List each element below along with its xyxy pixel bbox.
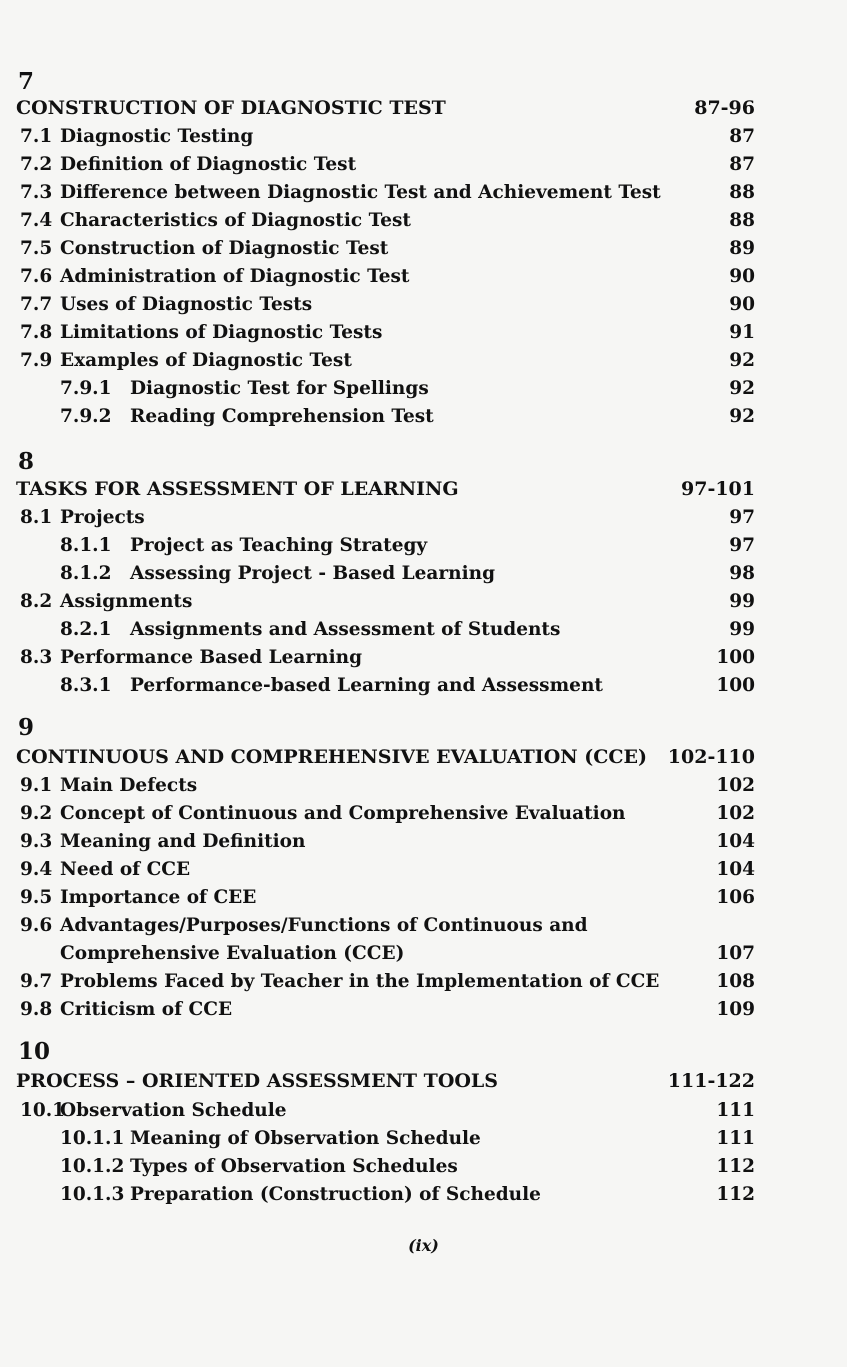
toc-entry	[20, 800, 755, 828]
toc-entry	[20, 504, 755, 532]
entry-number: 10.1.2	[60, 1156, 125, 1177]
entry-title: Projects	[60, 507, 145, 528]
toc-entry	[20, 644, 755, 672]
entry-number: 8.3.1	[60, 675, 112, 696]
entry-page: 88	[729, 210, 755, 231]
entry-title: Need of CCE	[60, 859, 191, 880]
chapter-number: 8	[18, 448, 35, 475]
entry-page: 97	[729, 535, 755, 556]
entry-number: 7.1	[20, 126, 53, 147]
entry-number: 7.2	[20, 154, 53, 175]
entry-page: 104	[716, 831, 755, 852]
entry-title: Meaning of Observation Schedule	[130, 1128, 481, 1149]
toc-subentry	[20, 616, 755, 644]
chapter-page-range: 111-122	[667, 1070, 755, 1092]
entry-number: 8.1	[20, 507, 53, 528]
entry-title: Administration of Diagnostic Test	[60, 266, 410, 287]
entry-title: Types of Observation Schedules	[130, 1156, 458, 1177]
entry-page: 107	[716, 943, 755, 964]
toc-entry	[20, 968, 755, 996]
entry-title: Performance Based Learning	[60, 647, 363, 668]
chapter-page-range: 102-110	[667, 746, 755, 768]
entry-page: 99	[729, 619, 755, 640]
toc-entry	[20, 912, 755, 940]
toc-entry	[20, 235, 755, 263]
entry-title: Preparation (Construction) of Schedule	[130, 1184, 541, 1205]
entry-number: 10.1.3	[60, 1184, 125, 1205]
entry-page: 100	[716, 647, 755, 668]
chapter-title-text: TASKS FOR ASSESSMENT OF LEARNING	[16, 478, 459, 500]
entry-number: 8.2.1	[60, 619, 112, 640]
entry-page: 102	[716, 775, 755, 796]
entry-title: Definition of Diagnostic Test	[60, 154, 357, 175]
chapter-number: 7	[18, 68, 35, 95]
entry-page: 89	[729, 238, 755, 259]
entry-title: Problems Faced by Teacher in the Implementation of CCE	[60, 971, 660, 992]
entry-title: Project as Teaching Strategy	[130, 535, 428, 556]
entry-title: Examples of Diagnostic Test	[60, 350, 352, 371]
entry-page: 98	[729, 563, 755, 584]
toc-entry	[20, 772, 755, 800]
entry-page: 97	[729, 507, 755, 528]
entry-page: 111	[716, 1100, 755, 1121]
chapter-title-text: CONTINUOUS AND COMPREHENSIVE EVALUATION (CCE)	[16, 746, 647, 768]
entry-number: 7.5	[20, 238, 53, 259]
entry-page: 112	[716, 1156, 755, 1177]
entry-number: 8.1.1	[60, 535, 112, 556]
toc-subentry	[20, 375, 755, 403]
entry-number: 9.1	[20, 775, 53, 796]
entry-page: 99	[729, 591, 755, 612]
toc-entry	[20, 291, 755, 319]
entry-number: 7.3	[20, 182, 53, 203]
toc-entry-continuation	[20, 940, 755, 968]
toc-subentry	[20, 672, 755, 700]
entry-number: 7.9	[20, 350, 53, 371]
entry-number: 7.7	[20, 294, 53, 315]
entry-title: Difference between Diagnostic Test and Achievement Test	[60, 182, 661, 203]
toc-entry	[20, 151, 755, 179]
toc-subentry	[20, 560, 755, 588]
entry-title: Assignments	[60, 591, 193, 612]
entry-title: Comprehensive Evaluation (CCE)	[60, 943, 405, 964]
entry-page: 102	[716, 803, 755, 824]
toc-entry	[20, 179, 755, 207]
entry-page: 88	[729, 182, 755, 203]
entry-page: 100	[716, 675, 755, 696]
entry-title: Criticism of CCE	[60, 999, 233, 1020]
entry-title: Assessing Project - Based Learning	[130, 563, 496, 584]
entry-page: 104	[716, 859, 755, 880]
entry-title: Observation Schedule	[60, 1100, 287, 1121]
entry-title: Characteristics of Diagnostic Test	[60, 210, 411, 231]
toc-entry	[20, 347, 755, 375]
entry-number: 7.9.2	[60, 406, 112, 427]
entry-number: 10.1	[20, 1100, 66, 1121]
toc-entry	[20, 856, 755, 884]
entry-number: 10.1.1	[60, 1128, 125, 1149]
entry-title: Meaning and Definition	[60, 831, 306, 852]
entry-number: 7.9.1	[60, 378, 112, 399]
chapter-title	[16, 474, 755, 504]
page-number-footer: (ix)	[408, 1236, 439, 1255]
entry-title: Concept of Continuous and Comprehensive Evaluation	[60, 803, 626, 824]
toc-entry	[20, 1097, 755, 1125]
entry-page: 111	[716, 1128, 755, 1149]
entry-page: 92	[729, 378, 755, 399]
entry-title: Diagnostic Test for Spellings	[130, 378, 429, 399]
entry-number: 9.8	[20, 999, 53, 1020]
toc-subentry	[20, 1153, 755, 1181]
toc-entry	[20, 996, 755, 1024]
toc-entry	[20, 588, 755, 616]
toc-entry	[20, 828, 755, 856]
entry-page: 106	[716, 887, 755, 908]
toc-entry	[20, 263, 755, 291]
entry-number: 9.2	[20, 803, 53, 824]
entry-page: 90	[729, 294, 755, 315]
entry-title: Assignments and Assessment of Students	[130, 619, 561, 640]
entry-page: 109	[716, 999, 755, 1020]
entry-page: 91	[729, 322, 755, 343]
entry-number: 7.6	[20, 266, 53, 287]
entry-number: 8.2	[20, 591, 53, 612]
chapter-number: 9	[18, 714, 35, 741]
entry-title: Uses of Diagnostic Tests	[60, 294, 313, 315]
chapter-title-text: CONSTRUCTION OF DIAGNOSTIC TEST	[16, 97, 446, 119]
entry-page: 92	[729, 350, 755, 371]
entry-title: Importance of CEE	[60, 887, 257, 908]
entry-number: 8.3	[20, 647, 53, 668]
chapter-number: 10	[18, 1038, 51, 1065]
chapter-title	[16, 93, 755, 123]
entry-title: Advantages/Purposes/Functions of Continuous and	[60, 915, 588, 936]
toc-entry	[20, 319, 755, 347]
entry-page: 108	[716, 971, 755, 992]
toc-entry	[20, 207, 755, 235]
entry-page: 92	[729, 406, 755, 427]
toc-subentry	[20, 532, 755, 560]
entry-number: 9.3	[20, 831, 53, 852]
entry-number: 9.7	[20, 971, 53, 992]
entry-title: Reading Comprehension Test	[130, 406, 434, 427]
entry-number: 8.1.2	[60, 563, 112, 584]
entry-title: Diagnostic Testing	[60, 126, 254, 147]
entry-page: 90	[729, 266, 755, 287]
entry-title: Performance-based Learning and Assessment	[130, 675, 603, 696]
chapter-title-text: PROCESS – ORIENTED ASSESSMENT TOOLS	[16, 1070, 499, 1092]
entry-title: Construction of Diagnostic Test	[60, 238, 389, 259]
entry-number: 9.6	[20, 915, 53, 936]
toc-entry	[20, 884, 755, 912]
chapter-title	[16, 742, 755, 772]
entry-page: 87	[729, 154, 755, 175]
chapter-title	[16, 1066, 755, 1096]
entry-number: 7.8	[20, 322, 53, 343]
chapter-page-range: 87-96	[694, 97, 755, 119]
toc-subentry	[20, 1181, 755, 1209]
toc-subentry	[20, 403, 755, 431]
entry-number: 9.4	[20, 859, 53, 880]
toc-subentry	[20, 1125, 755, 1153]
entry-number: 9.5	[20, 887, 53, 908]
entry-page: 112	[716, 1184, 755, 1205]
entry-number: 7.4	[20, 210, 53, 231]
chapter-page-range: 97-101	[681, 478, 755, 500]
entry-title: Limitations of Diagnostic Tests	[60, 322, 383, 343]
toc-entry	[20, 123, 755, 151]
entry-page: 87	[729, 126, 755, 147]
entry-title: Main Defects	[60, 775, 198, 796]
